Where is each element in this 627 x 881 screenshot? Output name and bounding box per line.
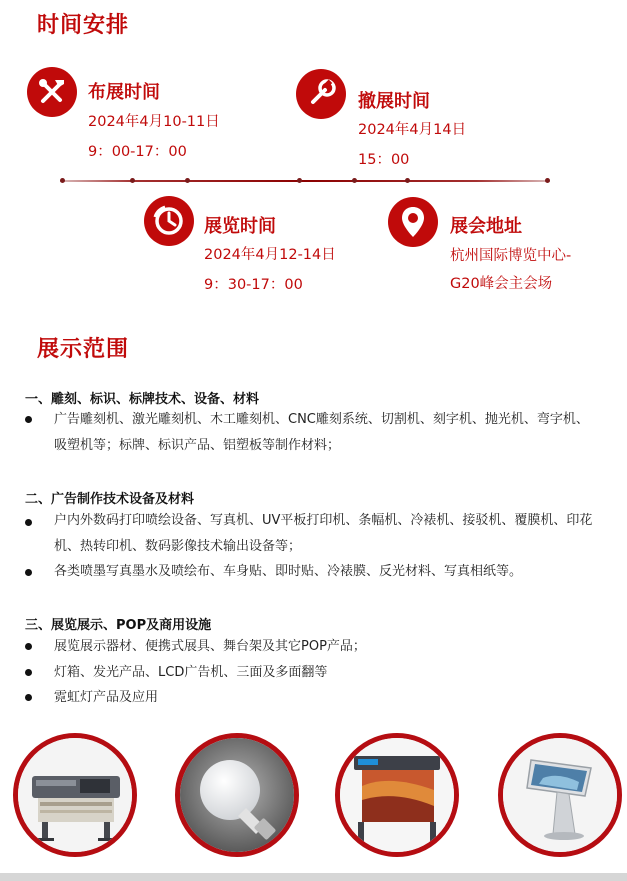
timeline-divider: [60, 179, 550, 182]
bullet-dot: [25, 519, 32, 526]
clock-icon: [144, 196, 194, 246]
location-pin-icon: [388, 197, 438, 247]
bullet-dot: [25, 643, 32, 650]
large-format-printer-photo: [13, 733, 137, 857]
exhibit-time-label: 展览时间: [204, 216, 276, 237]
timeline-dot: [297, 178, 302, 183]
timeline-dot: [405, 178, 410, 183]
list-item: 霓虹灯产品及应用: [54, 690, 159, 705]
teardown-date: 2024年4月14日: [358, 122, 467, 138]
list-item: 灯箱、发光产品、LCD广告机、三面及多面翻等: [54, 665, 328, 680]
list-item: 广告雕刻机、激光雕刻机、木工雕刻机、CNC雕刻系统、切割机、刻字机、抛光机、弯字机、吸塑机等；标牌、标识产品、铝塑板等制作材料；: [54, 412, 589, 453]
photo-printer-photo: [335, 733, 459, 857]
exhibit-date: 2024年4月12-14日: [204, 247, 336, 263]
teardown-hours: 15：00: [358, 152, 410, 168]
timeline-dot: [545, 178, 550, 183]
bullet-dot: [25, 416, 32, 423]
category-heading: 二、广告制作技术设备及材料: [25, 492, 195, 507]
tools-icon: [27, 67, 77, 117]
venue-line-1: 杭州国际博览中心-: [450, 248, 572, 264]
timeline-dot: [60, 178, 65, 183]
venue-label: 展会地址: [450, 216, 522, 237]
timeline-dot: [352, 178, 357, 183]
teardown-time-label: 撤展时间: [358, 91, 430, 112]
bullet-dot: [25, 694, 32, 701]
setup-hours: 9：00-17：00: [88, 144, 187, 160]
category-heading: 三、展览展示、POP及商用设施: [25, 618, 212, 633]
bottom-rule: [0, 873, 627, 881]
bullet-dot: [25, 569, 32, 576]
bullet-dot: [25, 669, 32, 676]
scope-title: 展示范围: [37, 337, 130, 362]
kiosk-display-photo: [498, 733, 622, 857]
list-item: 各类喷墨写真墨水及喷绘布、车身贴、即时贴、冷裱膜、反光材料、写真相纸等。: [54, 564, 523, 579]
schedule-title: 时间安排: [37, 13, 130, 38]
timeline-dot: [130, 178, 135, 183]
list-item: 户内外数码打印喷绘设备、写真机、UV平板打印机、条幅机、冷裱机、接驳机、覆膜机、印花机、热转印机、数码影像技术输出设备等；: [54, 513, 593, 554]
exhibit-hours: 9：30-17：00: [204, 277, 303, 293]
wrench-icon: [296, 69, 346, 119]
led-bulb-photo: [175, 733, 299, 857]
timeline-dot: [185, 178, 190, 183]
list-item: 展览展示器材、便携式展具、舞台架及其它POP产品；: [54, 639, 366, 654]
venue-line-2: G20峰会主会场: [450, 276, 553, 292]
setup-date: 2024年4月10-11日: [88, 114, 220, 130]
setup-time-label: 布展时间: [88, 82, 160, 103]
category-heading: 一、雕刻、标识、标牌技术、设备、材料: [25, 392, 260, 407]
